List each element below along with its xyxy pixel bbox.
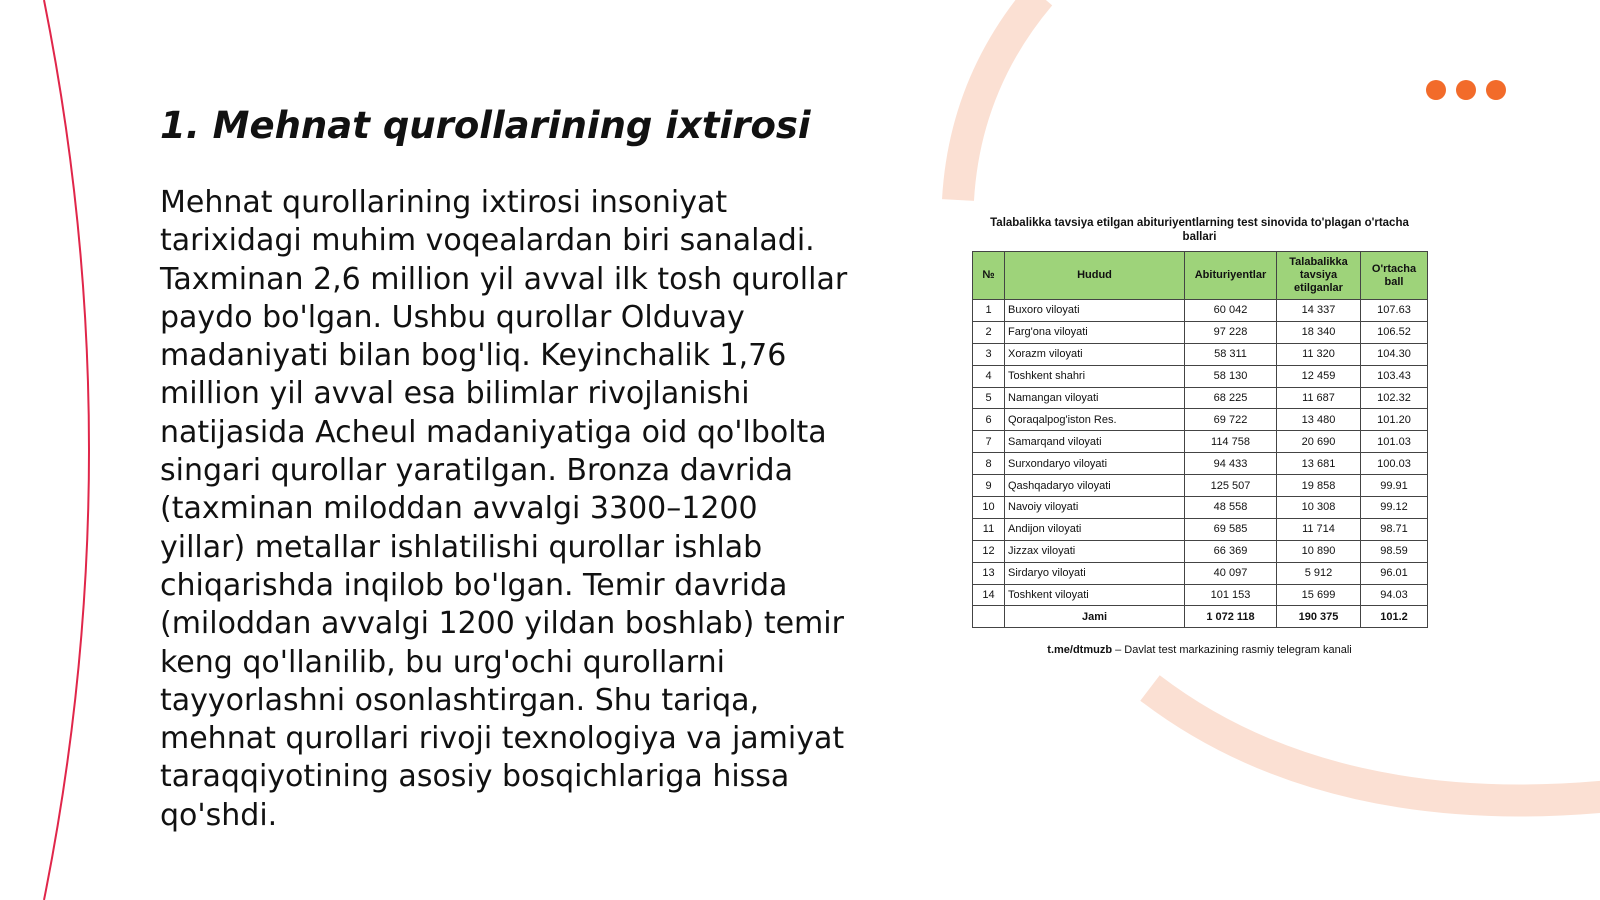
table-total-row <box>973 606 1428 628</box>
num-cell: 14 <box>973 584 1005 606</box>
region-cell: Farg'ona viloyati <box>1005 321 1185 343</box>
avg-cell: 96.01 <box>1361 562 1428 584</box>
applicants-cell: 97 228 <box>1185 321 1277 343</box>
applicants-cell: 58 130 <box>1185 365 1277 387</box>
num-cell: 5 <box>973 387 1005 409</box>
num-cell: 1 <box>973 300 1005 322</box>
region-cell: Samarqand viloyati <box>1005 431 1185 453</box>
num-cell: 6 <box>973 409 1005 431</box>
applicants-cell: 66 369 <box>1185 540 1277 562</box>
telegram-link-text: t.me/dtmuzb <box>1047 644 1113 657</box>
recommended-cell: 15 699 <box>1277 584 1361 606</box>
region-cell: Buxoro viloyati <box>1005 300 1185 322</box>
table-image <box>972 216 1427 656</box>
num-cell: 2 <box>973 321 1005 343</box>
num-cell: 4 <box>973 365 1005 387</box>
recommended-cell: 13 681 <box>1277 453 1361 475</box>
total-recommended-cell: 190 375 <box>1277 606 1361 628</box>
table-body <box>973 300 1428 606</box>
table-row <box>973 409 1428 431</box>
total-label-cell: Jami <box>1005 606 1185 628</box>
top-arc-decoration <box>958 0 1040 200</box>
table-row <box>973 475 1428 497</box>
table-row <box>973 343 1428 365</box>
applicants-cell: 58 311 <box>1185 343 1277 365</box>
header-applicants: Abituriyentlar <box>1185 252 1277 300</box>
applicants-cell: 114 758 <box>1185 431 1277 453</box>
region-cell: Andijon viloyati <box>1005 518 1185 540</box>
table-header-row <box>973 252 1428 300</box>
slide-body-text: Mehnat qurollarining ixtirosi insoniyat tarixidagi muhim voqealardan biri sanaladi. Taxminan 2,6 million yil avval ilk tosh qurollar paydo bo'lgan. Ushbu qurollar Olduvay madaniyati bilan bog'liq. Keyinchalik 1,76 million yil avval esa bilimlar rivojlanishi natijasida Acheul madaniyatiga oid qo'lbolta singari qurollar yaratilgan. Bronza davrida (taxminan miloddan avvalgi 3300–1200 yillar) metallar ishlatilishi qurollar ishlab chiqarishda inqilob bo'lgan. Temir davrida (miloddan avvalgi 1200 yildan boshlab) temir keng qo'llanilib, bu urg'ochi qurollarni tayyorlashni osonlashtirgan. Shu tariqa, mehnat qurollari rivoji texnologiya va jamiyat taraqqiyotining asosiy bosqichlariga hissa qo'shdi. <box>160 185 848 833</box>
avg-cell: 99.12 <box>1361 497 1428 519</box>
num-cell: 8 <box>973 453 1005 475</box>
dot-icon <box>1426 80 1446 100</box>
table-row <box>973 453 1428 475</box>
num-cell: 11 <box>973 518 1005 540</box>
total-avg-cell: 101.2 <box>1361 606 1428 628</box>
num-cell: 3 <box>973 343 1005 365</box>
avg-cell: 94.03 <box>1361 584 1428 606</box>
num-cell: 7 <box>973 431 1005 453</box>
total-num-cell <box>973 606 1005 628</box>
avg-cell: 101.20 <box>1361 409 1428 431</box>
table-footnote <box>972 644 1427 656</box>
applicants-cell: 48 558 <box>1185 497 1277 519</box>
applicants-cell: 94 433 <box>1185 453 1277 475</box>
recommended-cell: 20 690 <box>1277 431 1361 453</box>
num-cell: 12 <box>973 540 1005 562</box>
avg-cell: 98.59 <box>1361 540 1428 562</box>
recommended-cell: 11 687 <box>1277 387 1361 409</box>
bottom-arc-decoration <box>1150 688 1600 800</box>
applicants-cell: 69 585 <box>1185 518 1277 540</box>
avg-cell: 107.63 <box>1361 300 1428 322</box>
recommended-cell: 19 858 <box>1277 475 1361 497</box>
recommended-cell: 13 480 <box>1277 409 1361 431</box>
table-row <box>973 300 1428 322</box>
header-avg: O'rtacha ball <box>1361 252 1428 300</box>
recommended-cell: 12 459 <box>1277 365 1361 387</box>
total-applicants-cell: 1 072 118 <box>1185 606 1277 628</box>
region-cell: Qashqadaryo viloyati <box>1005 475 1185 497</box>
table-row <box>973 497 1428 519</box>
avg-cell: 101.03 <box>1361 431 1428 453</box>
applicants-cell: 68 225 <box>1185 387 1277 409</box>
region-cell: Sirdaryo viloyati <box>1005 562 1185 584</box>
avg-cell: 100.03 <box>1361 453 1428 475</box>
table-row <box>973 321 1428 343</box>
table-row <box>973 518 1428 540</box>
dot-icon <box>1456 80 1476 100</box>
table-row <box>973 584 1428 606</box>
table-row <box>973 387 1428 409</box>
recommended-cell: 10 308 <box>1277 497 1361 519</box>
recommended-cell: 5 912 <box>1277 562 1361 584</box>
num-cell: 13 <box>973 562 1005 584</box>
region-cell: Qoraqalpog'iston Res. <box>1005 409 1185 431</box>
header-region: Hudud <box>1005 252 1185 300</box>
table-row <box>973 562 1428 584</box>
table-row <box>973 365 1428 387</box>
recommended-cell: 10 890 <box>1277 540 1361 562</box>
region-cell: Namangan viloyati <box>1005 387 1185 409</box>
header-num: № <box>973 252 1005 300</box>
num-cell: 10 <box>973 497 1005 519</box>
stats-table <box>972 251 1428 628</box>
region-cell: Jizzax viloyati <box>1005 540 1185 562</box>
applicants-cell: 125 507 <box>1185 475 1277 497</box>
region-cell: Surxondaryo viloyati <box>1005 453 1185 475</box>
recommended-cell: 11 320 <box>1277 343 1361 365</box>
avg-cell: 102.32 <box>1361 387 1428 409</box>
footnote-text: – Davlat test markazining rasmiy telegram kanali <box>1112 644 1352 657</box>
recommended-cell: 18 340 <box>1277 321 1361 343</box>
avg-cell: 103.43 <box>1361 365 1428 387</box>
table-row <box>973 431 1428 453</box>
applicants-cell: 69 722 <box>1185 409 1277 431</box>
dot-icon <box>1486 80 1506 100</box>
applicants-cell: 60 042 <box>1185 300 1277 322</box>
table-caption: Talabalikka tavsiya etilgan abituriyentlarning test sinovida to'plagan o'rtacha ballari <box>990 217 1409 243</box>
slide-title: 1. Mehnat qurollarining ixtirosi <box>160 104 811 147</box>
num-cell: 9 <box>973 475 1005 497</box>
avg-cell: 104.30 <box>1361 343 1428 365</box>
applicants-cell: 101 153 <box>1185 584 1277 606</box>
region-cell: Xorazm viloyati <box>1005 343 1185 365</box>
region-cell: Navoiy viloyati <box>1005 497 1185 519</box>
avg-cell: 98.71 <box>1361 518 1428 540</box>
region-cell: Toshkent shahri <box>1005 365 1185 387</box>
left-curve-line <box>44 0 89 900</box>
applicants-cell: 40 097 <box>1185 562 1277 584</box>
header-recommended: Talabalikka tavsiya etilganlar <box>1277 252 1361 300</box>
avg-cell: 106.52 <box>1361 321 1428 343</box>
table-row <box>973 540 1428 562</box>
recommended-cell: 11 714 <box>1277 518 1361 540</box>
region-cell: Toshkent viloyati <box>1005 584 1185 606</box>
recommended-cell: 14 337 <box>1277 300 1361 322</box>
dots-decoration <box>1426 80 1506 100</box>
avg-cell: 99.91 <box>1361 475 1428 497</box>
